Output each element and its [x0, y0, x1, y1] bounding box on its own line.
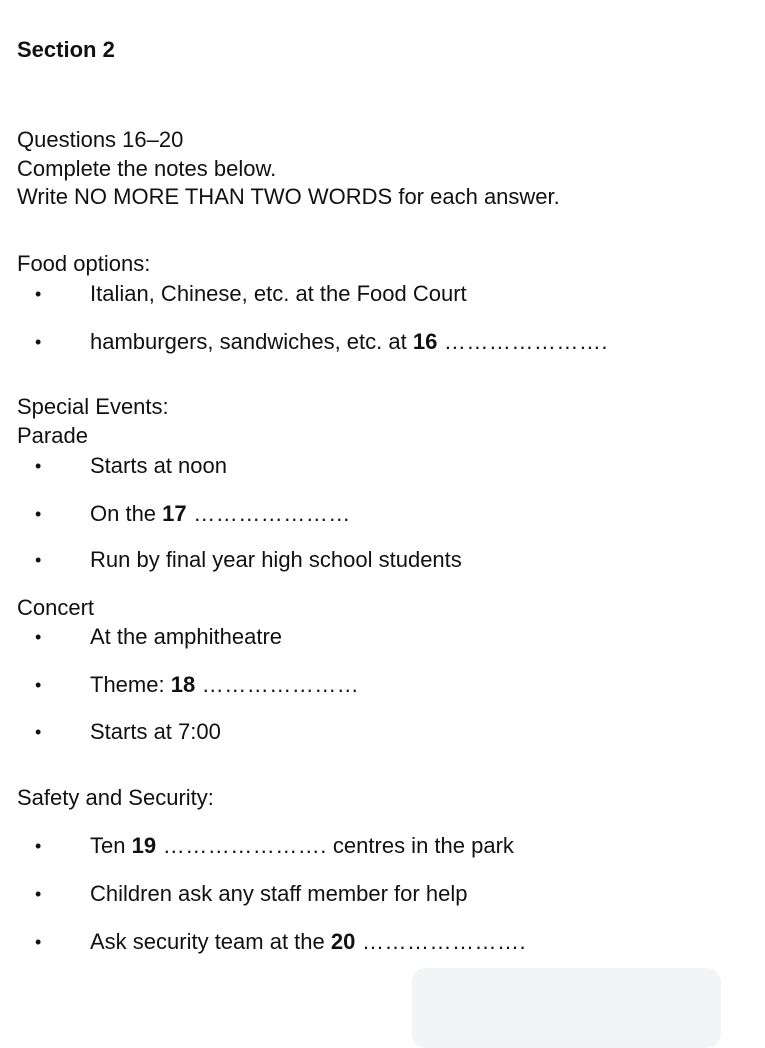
- safety-heading: Safety and Security:: [17, 785, 214, 810]
- question-number-16: 16: [412, 329, 438, 354]
- answer-blank-19: ………………….: [156, 833, 327, 858]
- parade-item-3: Run by final year high school students: [90, 547, 462, 572]
- safety-item-2: Children ask any staff member for help: [90, 881, 468, 906]
- concert-item-3: Starts at 7:00: [90, 719, 221, 744]
- bullet: •: [35, 836, 42, 856]
- safety-item-1-suffix: centres in the park: [326, 833, 514, 858]
- food-item-2: [90, 328, 608, 356]
- instruction-line-1: Complete the notes below.: [17, 156, 277, 181]
- bullet: •: [35, 332, 42, 352]
- safety-item-3-text: Ask security team at the: [90, 929, 331, 954]
- question-number-19: 19: [131, 833, 157, 858]
- answer-blank-18: …………………: [195, 672, 360, 697]
- bullet: •: [35, 722, 42, 742]
- answer-blank-17: …………………: [186, 501, 351, 526]
- bullet: •: [35, 284, 42, 304]
- answer-blank-16: ………………….: [437, 329, 609, 354]
- concert-item-2-text: Theme:: [90, 672, 171, 697]
- parade-item-2: [90, 500, 351, 528]
- safety-item-3: [90, 928, 526, 956]
- parade-item-1: Starts at noon: [90, 453, 227, 478]
- safety-item-1-text: Ten: [90, 833, 132, 858]
- instruction-line-2: Write NO MORE THAN TWO WORDS for each answer.: [17, 184, 560, 209]
- food-item-1: Italian, Chinese, etc. at the Food Court: [90, 281, 467, 306]
- answer-blank-20: ………………….: [355, 929, 527, 954]
- safety-item-1: [90, 832, 514, 860]
- question-number-18: 18: [170, 672, 196, 697]
- concert-heading: Concert: [17, 595, 95, 620]
- question-number-20: 20: [330, 929, 356, 954]
- questions-range: Questions 16–20: [17, 127, 184, 152]
- bullet: •: [35, 456, 42, 476]
- bullet: •: [35, 550, 42, 570]
- bullet: •: [35, 504, 42, 524]
- events-heading: Special Events:: [17, 394, 169, 419]
- food-heading: Food options:: [17, 251, 151, 276]
- bullet: •: [35, 627, 42, 647]
- section-title: Section 2: [17, 37, 115, 62]
- overlay-card: [412, 968, 721, 1048]
- bullet: •: [35, 884, 42, 904]
- bullet: •: [35, 932, 42, 952]
- concert-item-2: [90, 671, 359, 699]
- parade-heading: Parade: [17, 423, 88, 448]
- parade-item-2-text: On the: [90, 501, 163, 526]
- bullet: •: [35, 675, 42, 695]
- concert-item-1: At the amphitheatre: [90, 624, 283, 649]
- food-item-2-text: hamburgers, sandwiches, etc. at: [90, 329, 413, 354]
- question-number-17: 17: [162, 501, 187, 526]
